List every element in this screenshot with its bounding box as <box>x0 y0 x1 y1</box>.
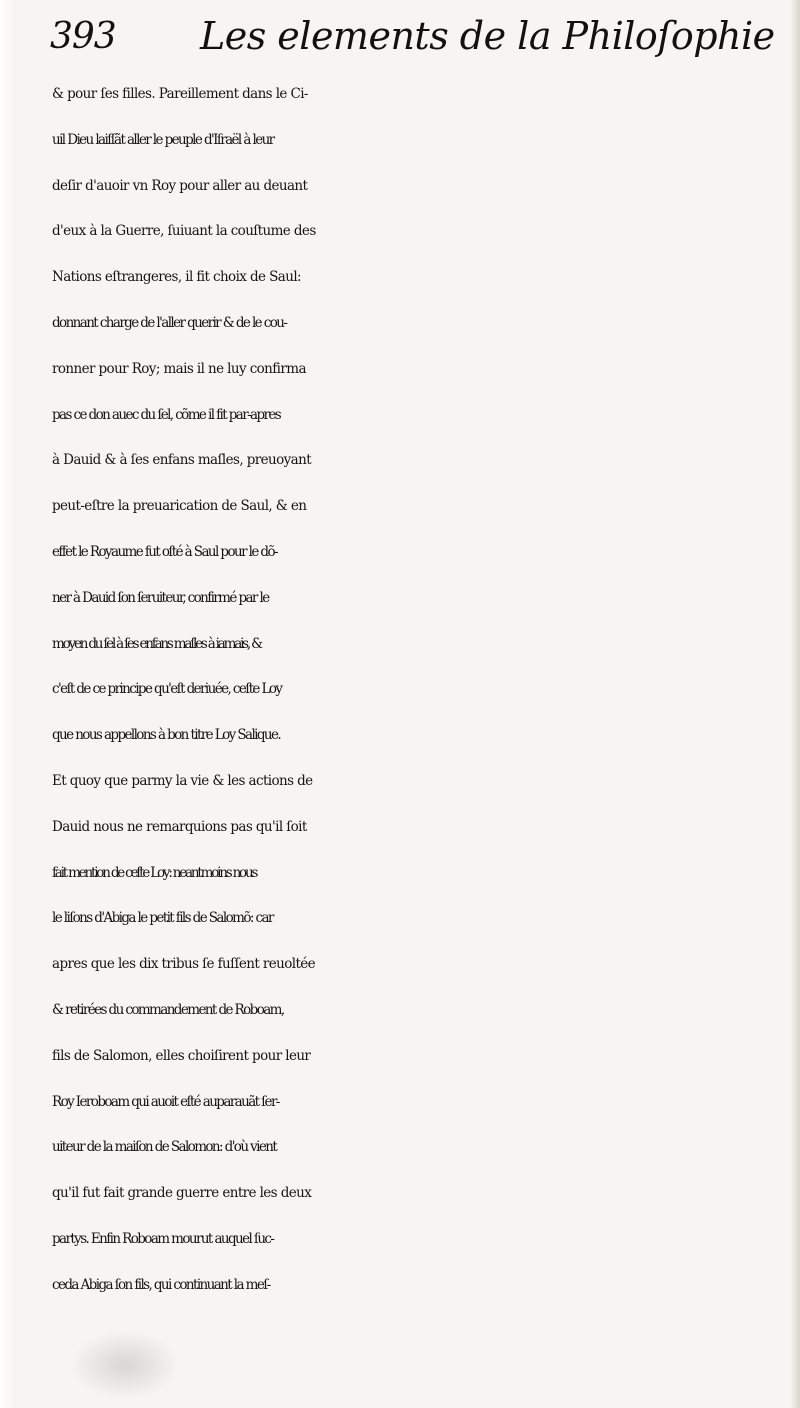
text-line: que nous appellons à bon titre Loy Salique. <box>52 727 281 744</box>
text-line: apres que les dix tribus ſe fuſſent reuoltée <box>52 956 316 973</box>
text-line: peut-eſtre la preuarication de Saul, & en <box>52 498 307 515</box>
text-line: fils de Salomon, elles choiſirent pour leur <box>52 1047 311 1064</box>
running-head: Les elements de la Philoſophie <box>200 14 775 58</box>
text-line: fait mention de ceſte Loy: neantmoins nous <box>52 864 257 881</box>
body-text <box>52 72 792 1309</box>
text-line: Dauid nous ne remarquions pas qu'il ſoit <box>52 818 307 835</box>
paper-stain <box>70 1330 180 1400</box>
text-line: & pour ſes filles. Pareillement dans le Ci- <box>52 86 308 102</box>
text-line: & retirées du commandement de Roboam, <box>52 1001 284 1018</box>
text-line: c'eſt de ce principe qu'eſt deriuée, ceſte Loy <box>52 681 282 698</box>
page-number: 393 <box>50 16 116 57</box>
text-line: deſir d'auoir vn Roy pour aller au deuant <box>52 177 308 194</box>
text-line: Et quoy que parmy la vie & les actions de <box>52 772 313 789</box>
text-line: à Dauid & à ſes enfans maſles, preuoyant <box>52 452 312 469</box>
text-line: uiteur de la maiſon de Salomon: d'où vient <box>52 1139 277 1156</box>
text-line: ner à Dauid ſon ſeruiteur, confirmé par le <box>52 589 269 606</box>
text-line: pas ce don auec du ſel, cõme il fit par-apres <box>52 406 281 423</box>
text-line: effet le Royaume fut oſté à Saul pour le dõ- <box>52 543 277 560</box>
text-line: d'eux à la Guerre, ſuiuant la couſtume des <box>52 223 316 240</box>
text-line: Nations eſtrangeres, il fit choix de Saul: <box>52 269 301 286</box>
text-line: le liſons d'Abiga le petit fils de Salomõ: car <box>52 910 273 927</box>
page-header <box>50 12 790 72</box>
text-line: moyen du ſel à ſes enfans maſles à iamais, & <box>52 635 261 652</box>
text-line: donnant charge de l'aller querir & de le cou- <box>52 314 287 331</box>
text-line: ronner pour Roy; mais il ne luy confirma <box>52 360 306 377</box>
text-line: qu'il fut fait grande guerre entre les deux <box>52 1185 312 1202</box>
text-line: Roy Ieroboam qui auoit eſté auparauãt ſer- <box>52 1093 279 1110</box>
text-line: ceda Abiga ſon fils, qui continuant la meſ- <box>52 1276 270 1293</box>
text-line: uil Dieu laiſſãt aller le peuple d'Iſraël à leur <box>52 131 274 148</box>
text-line: partys. Enfin Roboam mourut auquel ſuc- <box>52 1230 274 1247</box>
